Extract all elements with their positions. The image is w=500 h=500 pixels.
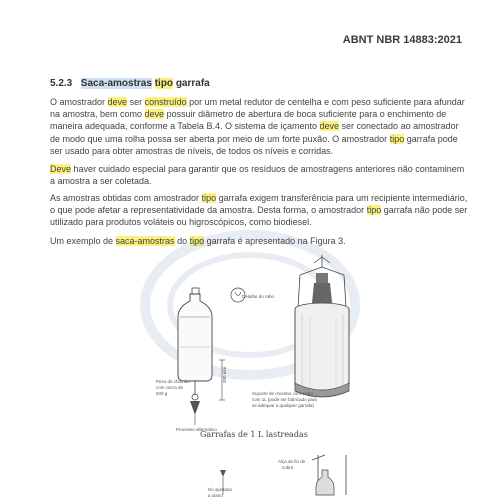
section-title-rest: garrafa (173, 78, 210, 89)
highlight-deve: deve (144, 109, 165, 120)
label-alca-line1: Alça de fio de (278, 459, 306, 464)
highlight-deve: Deve (50, 164, 72, 174)
p1-text: O amostrador (50, 97, 108, 107)
p4-text: garrafa é apresentado na Figura 3. (204, 236, 346, 246)
paragraph-1 (50, 96, 470, 157)
label-height: 300 mm (222, 366, 227, 383)
p1-text: ser conectado ao amostrador de modo que uma rolha possa ser aberta por meio de um forte puxão. O amostrador (50, 121, 459, 144)
label-support-line2: com 1L (pode ser fabricado para (252, 397, 317, 402)
highlight-construido: construído (144, 97, 187, 107)
figure-caption: Garrafas de 1 L lastreadas (200, 430, 308, 439)
label-no-line2: a ulano (208, 493, 223, 498)
bottle-sampler-figure (150, 255, 380, 498)
section-number: 5.2.3 (50, 78, 73, 89)
cylinder-sampler-illustration (295, 255, 349, 397)
p3-text: garrafa exigem transferência para um recipiente intermediário, o que pode afetar a representatividade da amostra. Desta forma, o amostrador (50, 193, 468, 216)
paragraph-3 (50, 192, 470, 229)
label-no-line1: Nó ajustado (208, 487, 233, 492)
highlight-deve: deve (319, 121, 340, 132)
label-detail: Detalhe do rabo (242, 294, 275, 299)
label-alca-line2: cobre (282, 465, 294, 470)
p4-text: do (174, 236, 190, 246)
highlight-tipo: tipo (389, 133, 405, 144)
label-support-line3: se adequar a qualquer garrafa) (252, 403, 315, 408)
highlight-tipo: tipo (201, 193, 217, 203)
weighted-bottle-illustration (178, 288, 245, 425)
label-weight-line1: Peso de chumbo (156, 379, 190, 384)
p1-text: garrafa pode ser usado para obter amostras de níveis, de todos os níveis e corridas. (50, 133, 458, 156)
label-support-line1: Suporte de chumbo com cesto (252, 391, 314, 396)
highlight-tipo: tipo (189, 236, 205, 246)
document-code: ABNT NBR 14883:2021 (342, 34, 462, 46)
p1-text: possuir diâmetro de abertura de boca suficiente para o enchimento de maneira adequada, conforme a Tabela B.4. O sistema de içamento (50, 109, 447, 132)
section-title-tipo: tipo (154, 78, 174, 89)
section-heading (50, 78, 210, 89)
label-alternative: Processo alternativo (176, 427, 217, 432)
p1-text: ser (127, 97, 145, 107)
label-weight-line2: com cerca de (156, 385, 184, 390)
highlight-deve: deve (107, 97, 128, 107)
paragraph-2 (50, 163, 470, 187)
p1-text: por um metal redutor de centelha e com peso suficiente para afundar na amostra, bem como (50, 97, 465, 120)
highlight-tipo: tipo (366, 205, 382, 216)
p2-text: haver cuidado especial para garantir que os resíduos de amostragens anteriores não contaminem a amostra a ser coletada. (50, 164, 465, 187)
p4-text: Um exemplo de (50, 236, 116, 246)
highlight-saca-amostras: saca-amostras (115, 236, 175, 246)
p3-text: As amostras obtidas com amostrador (50, 193, 202, 203)
p3-text: garrafa não pode ser utilizado para produtos voláteis ou higroscópicos, como biodiesel. (50, 205, 468, 228)
section-title-highlight: Saca-amostras (80, 78, 152, 89)
label-weight-line3: 500 g (156, 391, 168, 396)
